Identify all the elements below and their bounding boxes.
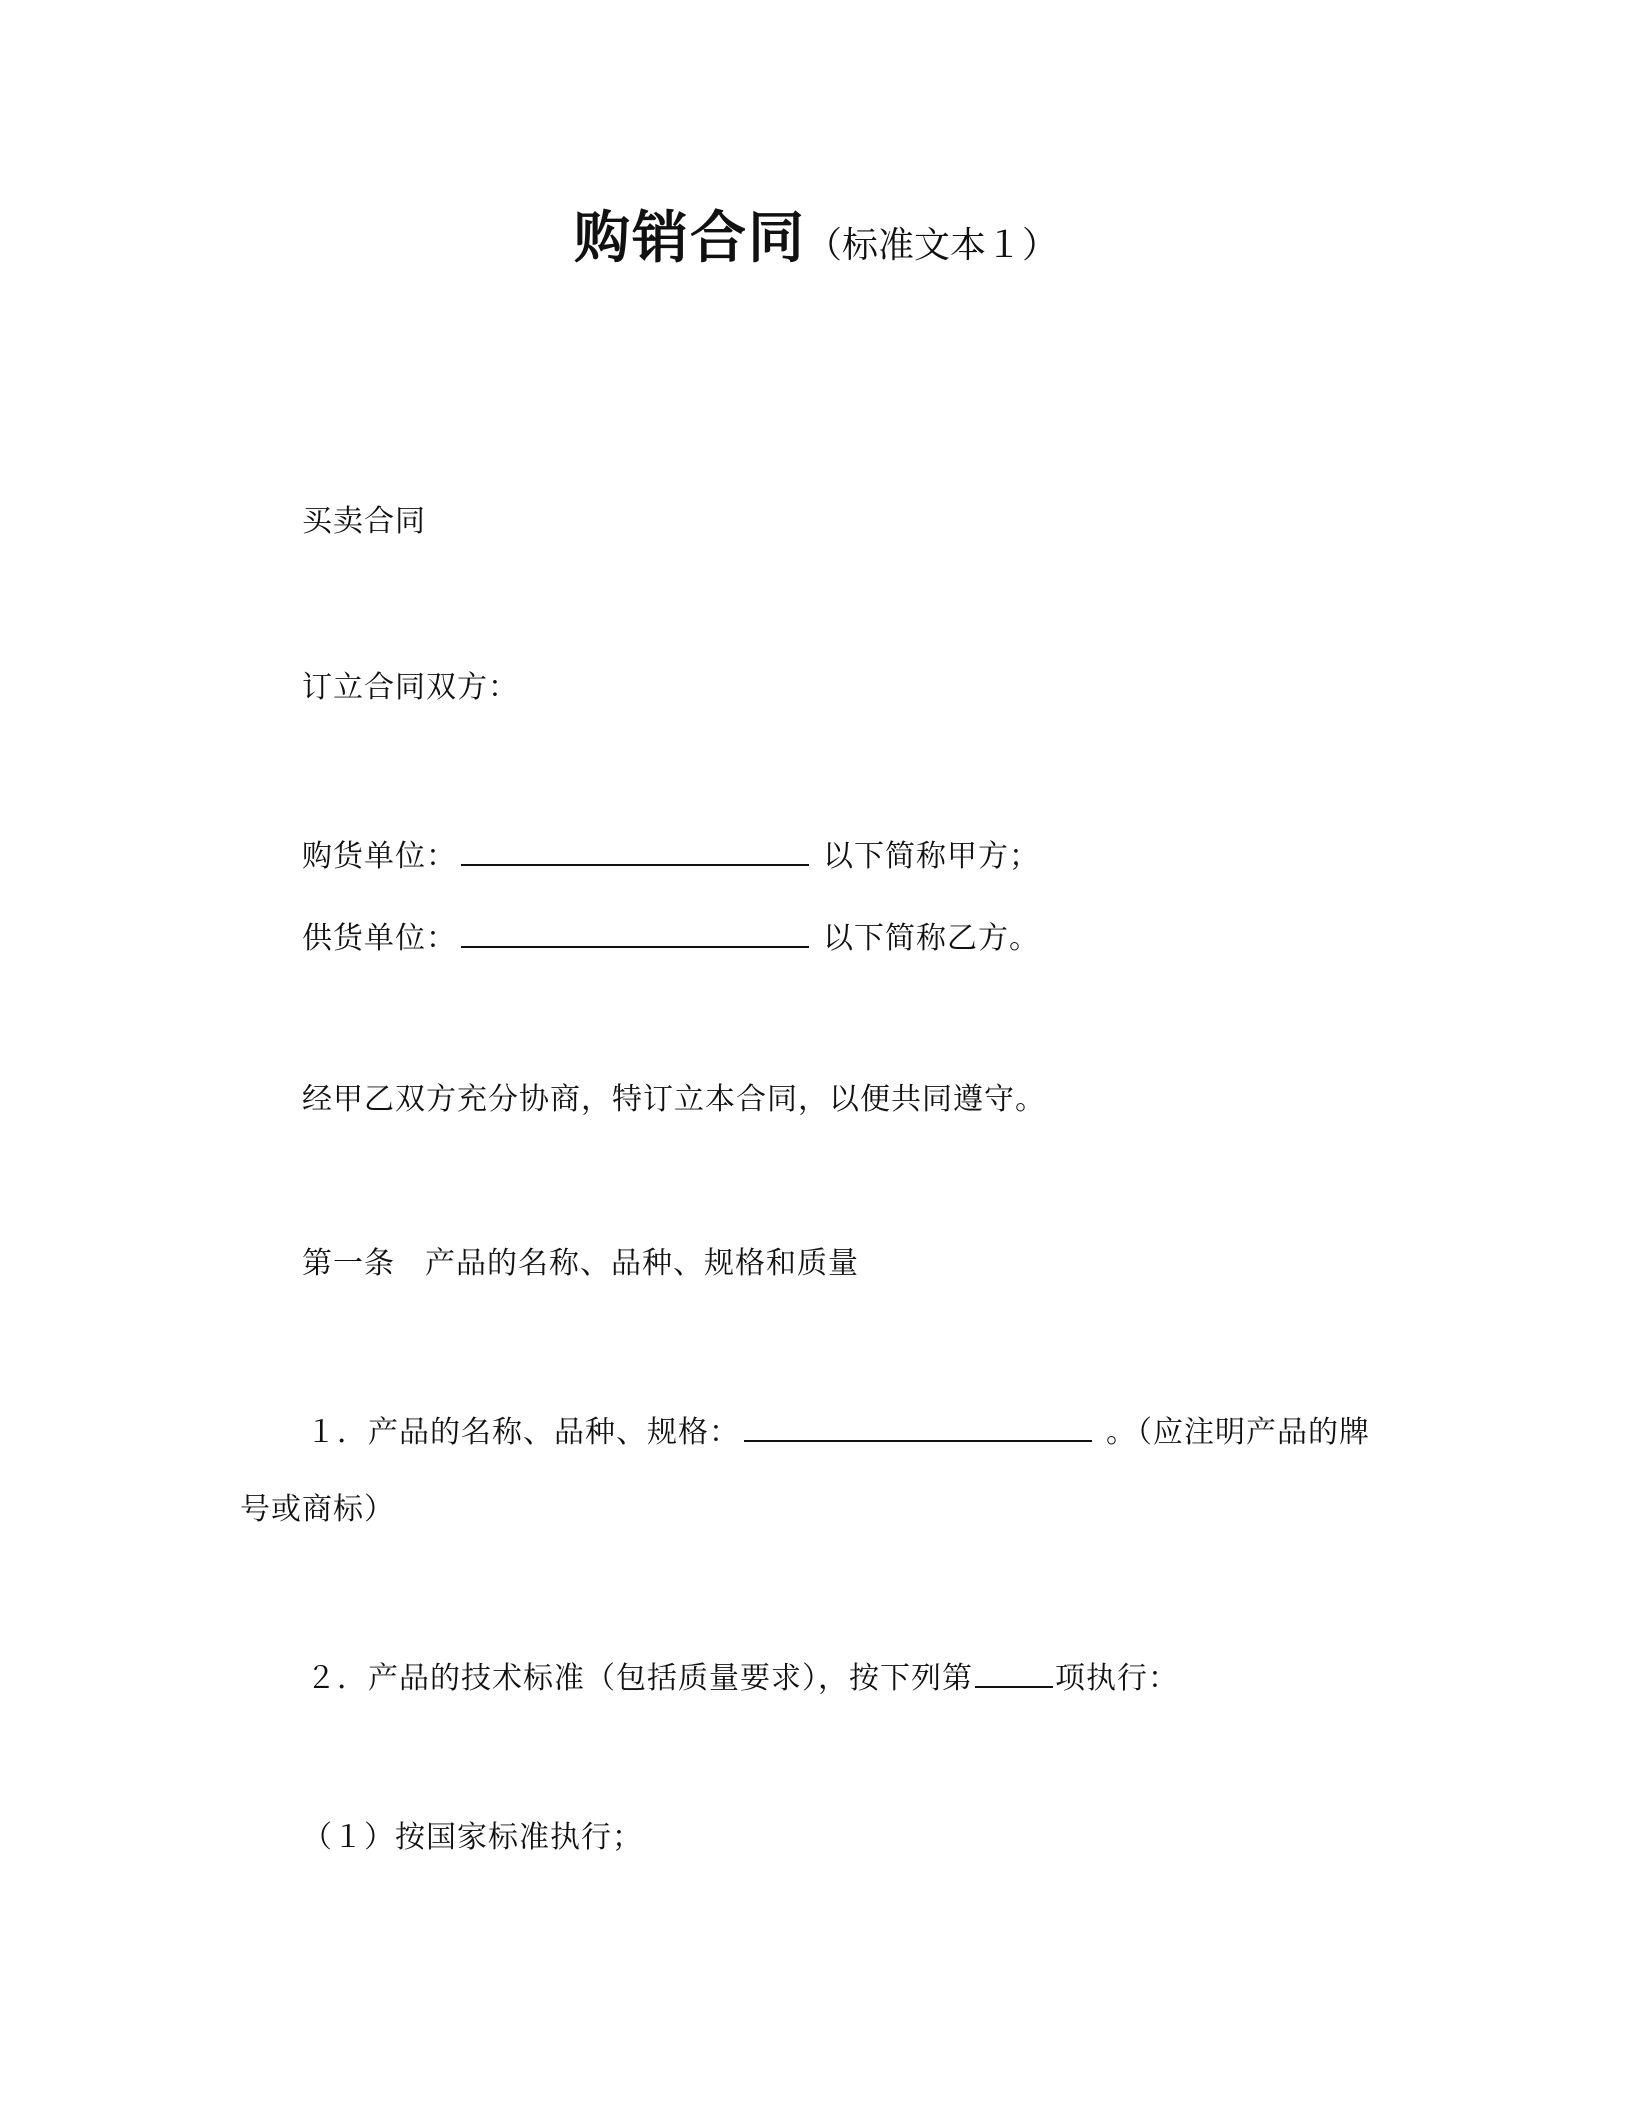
item2-option1: （１）按国家标准执行； [302, 1820, 643, 1855]
item1-blank [744, 1408, 1092, 1442]
article1-number: 第一条 [302, 1246, 395, 1281]
parties-intro: 订立合同双方： [302, 670, 519, 705]
agreement-line: 经甲乙双方充分协商，特订立本合同，以便共同遵守。 [302, 1082, 1046, 1117]
contract-heading: 买卖合同 [302, 504, 426, 539]
item1-suffix: 。（应注明产品的牌 [1106, 1415, 1370, 1450]
buyer-blank [461, 832, 809, 866]
title-main: 购销合同 [573, 206, 806, 271]
item1-line [306, 1408, 1370, 1453]
title-subtitle: （标准文本１） [805, 225, 1058, 266]
seller-blank [461, 914, 809, 948]
seller-label: 供货单位： [302, 921, 457, 956]
article1-heading [302, 1244, 859, 1284]
item2-prefix: ２．产品的技术标准（包括质量要求），按下列第 [306, 1661, 973, 1696]
seller-line [302, 914, 1040, 959]
item2-line [306, 1654, 1179, 1699]
item1-continuation: 号或商标） [240, 1492, 395, 1527]
buyer-suffix: 以下简称甲方； [823, 839, 1040, 874]
item2-blank [975, 1654, 1053, 1688]
item2-suffix: 项执行： [1055, 1661, 1179, 1696]
seller-suffix: 以下简称乙方。 [823, 921, 1040, 956]
buyer-line [302, 832, 1040, 877]
buyer-label: 购货单位： [302, 839, 457, 874]
article1-title: 产品的名称、品种、规格和质量 [425, 1246, 859, 1281]
item1-prefix: １．产品的名称、品种、规格： [306, 1415, 740, 1450]
document-title [0, 194, 1632, 274]
